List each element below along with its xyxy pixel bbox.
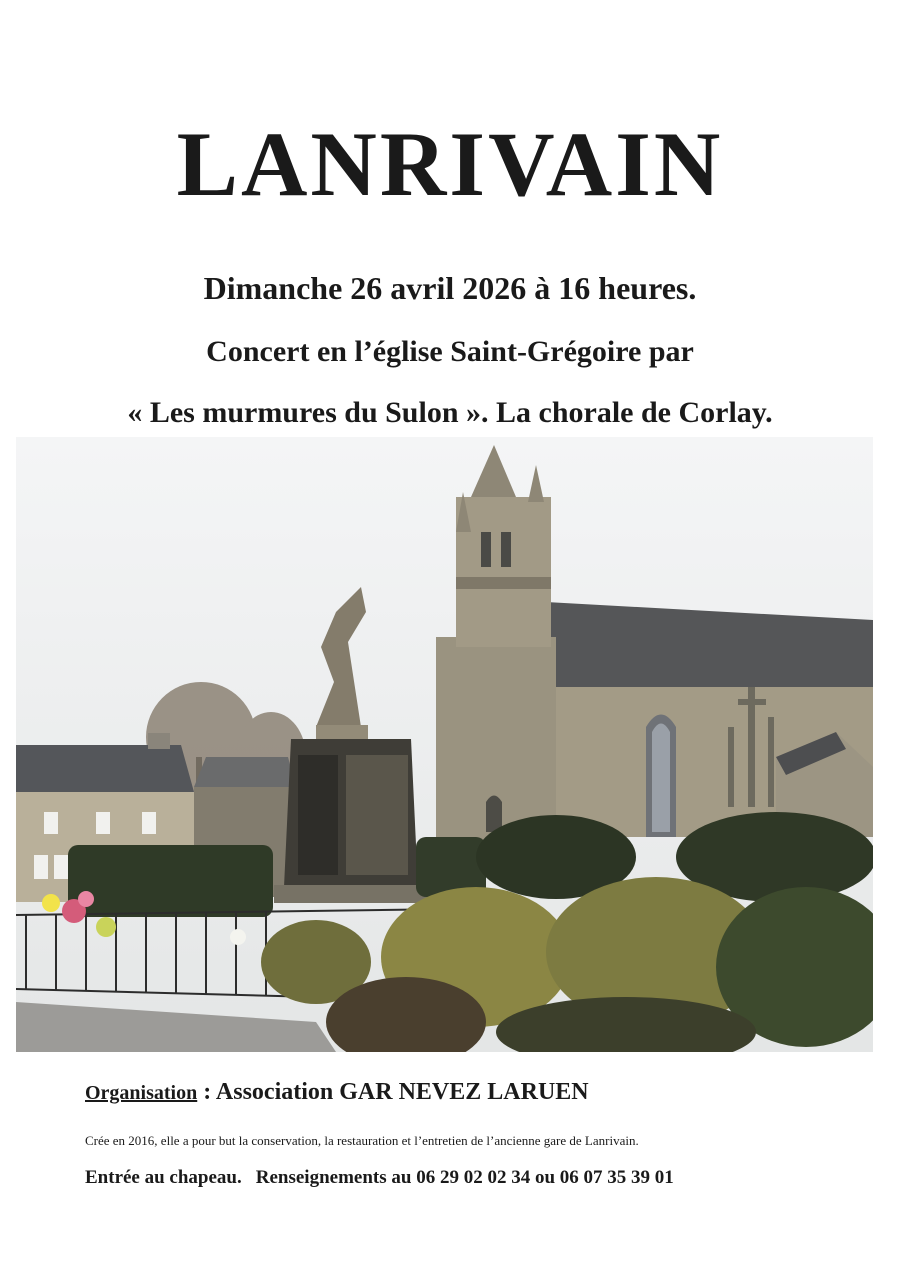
church-photo <box>16 437 873 1052</box>
organisation-separator: : <box>197 1079 216 1105</box>
contact-text: Renseignements au 06 29 02 02 34 ou 06 07 35 39 01 <box>255 1167 674 1188</box>
concert-line: Concert en l’église Saint-Grégoire par <box>206 335 694 368</box>
info-line <box>85 1168 674 1187</box>
organisation-line <box>85 1080 589 1104</box>
choir-line: « Les murmures du Sulon ». La chorale de Corlay. <box>127 396 773 429</box>
date-line: Dimanche 26 avril 2026 à 16 heures. <box>203 270 697 306</box>
church <box>546 602 873 837</box>
entry-text: Entrée au chapeau. <box>85 1167 242 1188</box>
organisation-name: Association GAR NEVEZ LARUEN <box>215 1079 589 1105</box>
organisation-label: Organisation <box>85 1082 198 1104</box>
church-illustration <box>16 437 873 1052</box>
association-description: Crée en 2016, elle a pour but la conservation, la restauration et l’entretien de l’ancienne gare de Lanrivain. <box>85 1133 639 1148</box>
poster-title: LANRIVAIN <box>176 113 724 215</box>
